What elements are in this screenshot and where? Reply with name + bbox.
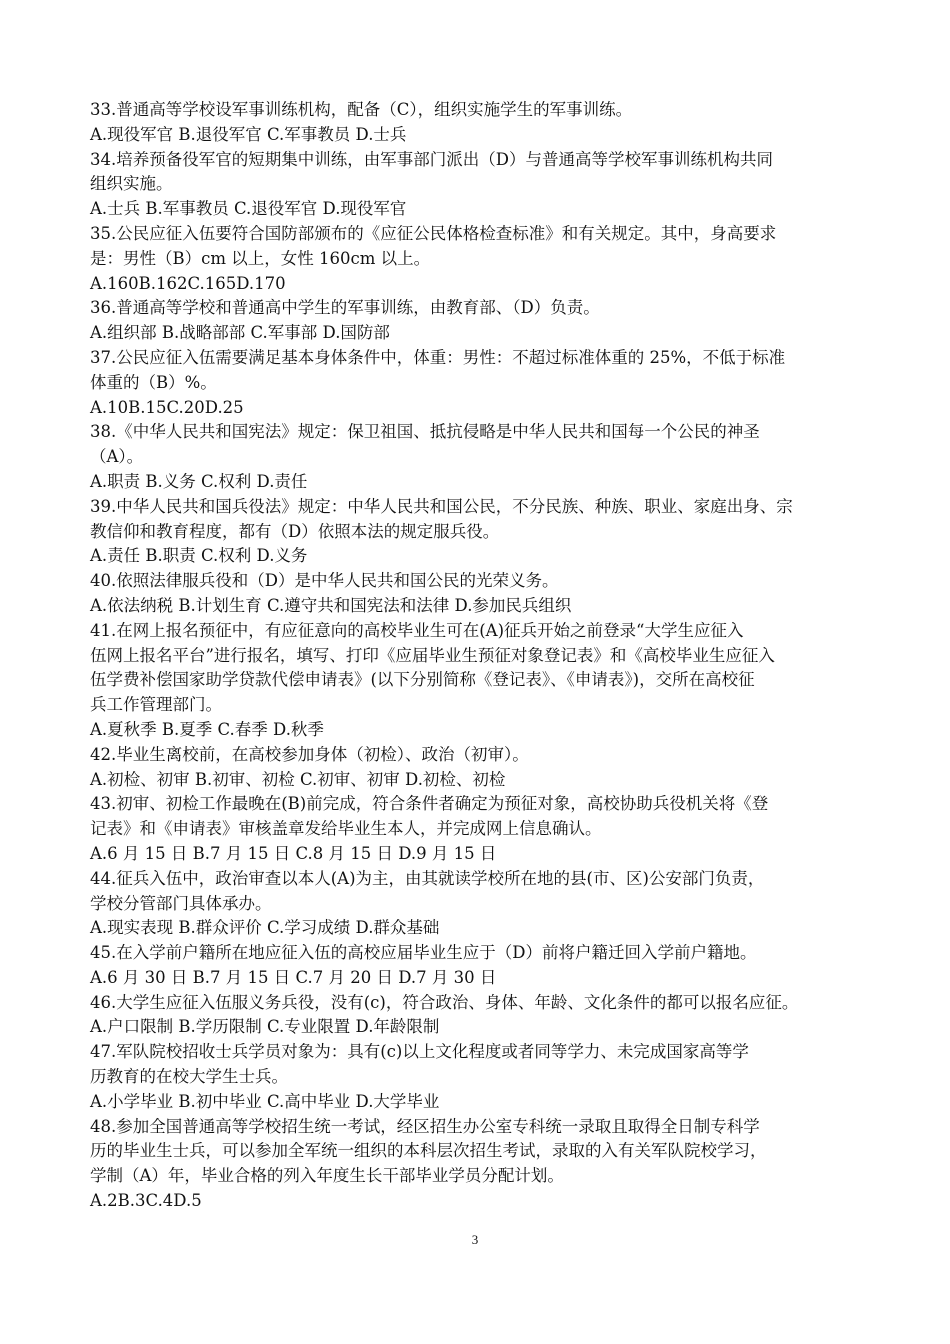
text-line: 48.参加全国普通高等学校招生统一考试，经区招生办公室专科统一录取且取得全日制专科学 <box>90 1116 760 1136</box>
text-line: A.初检、初审 B.初审、初检 C.初审、初审 D.初检、初检 <box>90 769 506 789</box>
text-line: 45.在入学前户籍所在地应征入伍的高校应届毕业生应于（D）前将户籍迁回入学前户籍地。 <box>90 943 757 963</box>
text-line: 兵工作管理部门。 <box>90 695 222 715</box>
text-line: A.10B.15C.20D.25 <box>90 397 244 417</box>
text-line: 47.军队院校招收士兵学员对象为：具有(c)以上文化程度或者同等学力、未完成国家高等学 <box>90 1042 749 1062</box>
text-line: 伍学费补偿国家助学贷款代偿申请表》(以下分别简称《登记表》、《申请表》)，交所在高校征 <box>90 670 755 690</box>
text-line: 35.公民应征入伍要符合国防部颁布的《应征公民体格检查标准》和有关规定。其中，身高要求 <box>90 223 777 243</box>
text-line: 体重的（B）%。 <box>90 372 217 392</box>
text-line: 学制（A）年，毕业合格的列入年度生长干部毕业学员分配计划。 <box>90 1166 564 1186</box>
text-line: 42.毕业生离校前，在高校参加身体（初检）、政治（初审）。 <box>90 744 529 764</box>
text-line: 37.公民应征入伍需要满足基本身体条件中，体重：男性：不超过标准体重的 25%，不低于标准 <box>90 347 786 367</box>
text-line: 36.普通高等学校和普通高中学生的军事训练，由教育部、（D）负责。 <box>90 298 600 318</box>
text-line: 伍网上报名平台”进行报名，填写、打印《应届毕业生预征对象登记表》和《高校毕业生应征入 <box>90 645 775 665</box>
text-line: A.6 月 15 日 B.7 月 15 日 C.8 月 15 日 D.9 月 15 日 <box>90 843 497 863</box>
text-line: 33.普通高等学校设军事训练机构，配备（C），组织实施学生的军事训练。 <box>90 100 633 119</box>
text-line: 学校分管部门具体承办。 <box>90 893 272 913</box>
text-line: （A）。 <box>90 447 144 467</box>
text-line: A.6 月 30 日 B.7 月 15 日 C.7 月 20 日 D.7 月 30 日 <box>90 967 497 987</box>
text-line: A.户口限制 B.学历限制 C.专业限置 D.年龄限制 <box>90 1017 440 1037</box>
text-line: A.依法纳税 B.计划生育 C.遵守共和国宪法和法律 D.参加民兵组织 <box>90 595 572 615</box>
text-line: 历的毕业生士兵，可以参加全军统一组织的本科层次招生考试，录取的入有关军队院校学习， <box>90 1141 767 1161</box>
text-line: A.小学毕业 B.初中毕业 C.高中毕业 D.大学毕业 <box>90 1091 440 1111</box>
text-line: 是：男性（B）cm 以上，女性 160cm 以上。 <box>90 248 431 268</box>
text-line: 39.中华人民共和国兵役法》规定：中华人民共和国公民，不分民族、种族、职业、家庭出身、宗 <box>90 496 793 516</box>
page-number: 3 <box>471 1232 479 1247</box>
text-line: A.160B.162C.165D.170 <box>90 273 286 293</box>
text-line: A.夏秋季 B.夏季 C.春季 D.秋季 <box>90 719 324 739</box>
text-line: A.职责 B.义务 C.权利 D.责任 <box>90 471 308 491</box>
text-line: 41.在网上报名预征中，有应征意向的高校毕业生可在(A)征兵开始之前登录“大学生应征入 <box>90 620 744 640</box>
text-line: 38.《中华人民共和国宪法》规定：保卫祖国、抵抗侵略是中华人民共和国每一个公民的神圣 <box>90 422 760 442</box>
text-line: 43.初审、初检工作最晚在(B)前完成，符合条件者确定为预征对象，高校协助兵役机关将《登 <box>90 794 769 814</box>
text-line: 历教育的在校大学生士兵。 <box>90 1067 288 1087</box>
text-line: 教信仰和教育程度，都有（D）依照本法的规定服兵役。 <box>90 521 500 541</box>
text-line: 46.大学生应征入伍服义务兵役，没有(c)，符合政治、身体、年龄、文化条件的都可以报名应征。 <box>90 992 799 1012</box>
text-line: A.责任 B.职责 C.权利 D.义务 <box>90 546 308 566</box>
text-line: 40.依照法律服兵役和（D）是中华人民共和国公民的光荣义务。 <box>90 571 559 591</box>
text-line: A.2B.3C.4D.5 <box>90 1191 202 1211</box>
text-line: A.现实表现 B.群众评价 C.学习成绩 D.群众基础 <box>90 918 440 938</box>
text-line: 34.培养预备役军官的短期集中训练，由军事部门派出（D）与普通高等学校军事训练机构共同 <box>90 149 773 169</box>
question-text-block <box>90 98 870 1214</box>
text-line: 记表》和《申请表》审核盖章发给毕业生本人，并完成网上信息确认。 <box>90 819 602 839</box>
text-line: A.组织部 B.战略部部 C.军事部 D.国防部 <box>90 323 390 343</box>
text-line: 组织实施。 <box>90 174 173 194</box>
text-line: 44.征兵入伍中，政治审查以本人(A)为主，由其就读学校所在地的县(市、区)公安部门负责， <box>90 868 765 888</box>
text-line: A.士兵 B.军事教员 C.退役军官 D.现役军官 <box>90 199 407 219</box>
text-line: A.现役军官 B.退役军官 C.军事教员 D.士兵 <box>90 124 407 144</box>
